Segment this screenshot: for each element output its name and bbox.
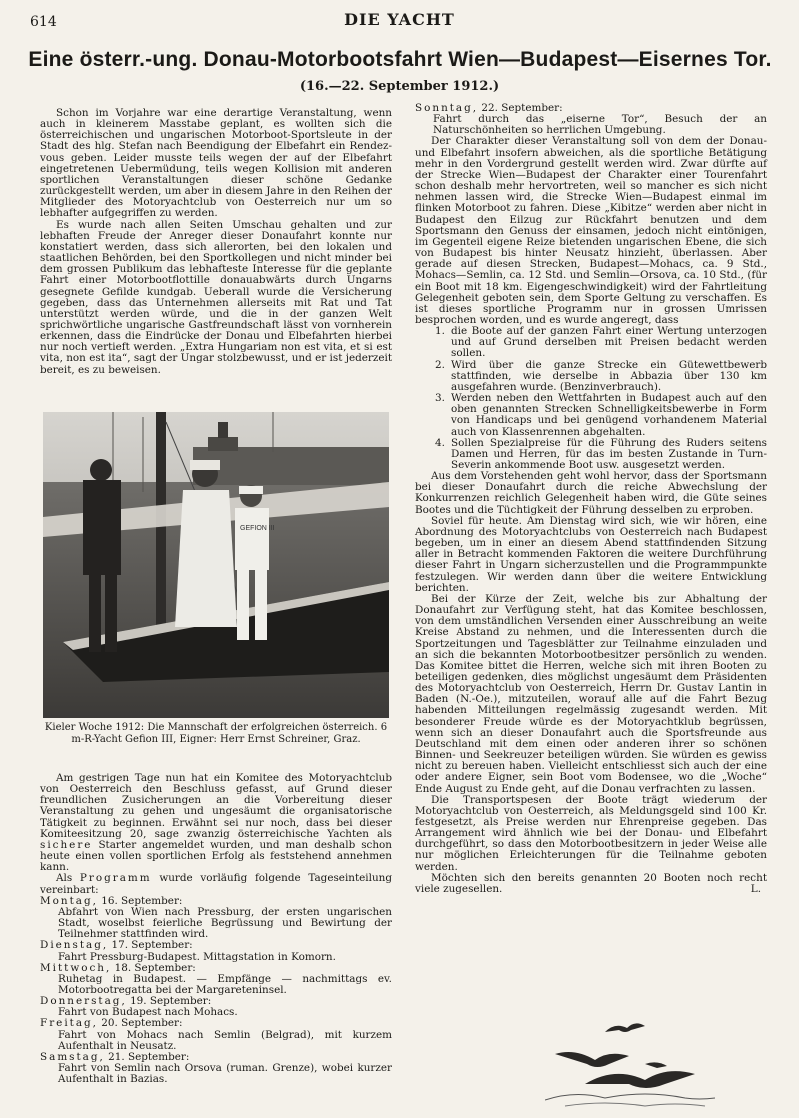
numbered-list <box>415 326 767 471</box>
paragraph: Der Charakter dieser Veranstaltung soll von dem der Donau- und Elbefahrt insofern abweichen, als die sportliche Betätigung mehr in den Vordergrund gestellt werden wird. Zwar dürfte auf der Strecke Wien—Budapest der Charakter einer Tourenfahrt schon deshalb mehr hervortreten, weil so mancher es sich nicht nehmen lassen wird, die Strecke Wien—Budapest einmal im flinken Motorboot zu fahren. Diese „Kibitze“ werden aber nicht in Budapest den Eilzug zur Rückfahrt benutzen und dem Sportsmann den Genuss der einsamen, jedoch nicht eintönigen, im Gegenteil eigene Reize bietenden ungarischen Ebene, die sich von Budapest bis hinter Neusatz hinzieht, überlassen. Aber gerade auf diesen Strecken, Budapest—Mohacs, ca. 9 Std., Mohacs—Semlin, ca. 12 Std. und Semlin—Orsova, ca. 10 Std., (für ein Boot mit 18 km. Eigengeschwindigkeit) wird der Fahrtleitung Gelegenheit geboten sein, dem Sporte Geltung zu verschaffen. Es ist dieses sportliche Programm nur in grossen Umrissen besprochen worden, und es wurde angeregt, dass <box>415 135 767 326</box>
sweater-lettering: GEFION III <box>240 525 275 532</box>
list-item: 4. Sollen Spezialpreise für die Führung des Ruders seitens Damen und Herren, für das im besten Zustande in Turn-Severin ankommende Boot usw. ausgesetzt werden. <box>435 436 767 471</box>
journal-title: DIE YACHT <box>344 10 455 29</box>
text-segment: wurde vorläufig folgende Tageseinteilung vereinbart: <box>40 872 392 896</box>
photo-yacht-crew <box>43 412 389 718</box>
list-item: 1. die Boote auf der ganzen Fahrt einer Wertung unterzogen und auf Grund derselben mit Preisen bedacht werden sollen. <box>435 325 767 360</box>
page-number: 614 <box>30 14 57 30</box>
article-title: Eine österr.-ung. Donau-Motorbootsfahrt Wien—Budapest—Eisernes Tor. <box>28 48 772 71</box>
paragraph <box>40 873 392 895</box>
schedule-desc: Fahrt von Semlin nach Orsova (ruman. Grenze), wobei kurzer Aufenthalt in Bazias. <box>58 1062 392 1086</box>
article-dates: (16.—22. September 1912.) <box>299 79 500 94</box>
schedule-desc: Abfahrt von Wien nach Pressburg, der ersten ungarischen Stadt, woselbst feierliche Begrüssung und Bewirtung der Teilnehmer stattfinden wird. <box>58 905 392 941</box>
left-column-bottom <box>40 773 392 1085</box>
signature: L. <box>750 882 761 895</box>
paragraph: Aus dem Vorstehenden geht wohl hervor, dass der Sportsmann bei dieser Donaufahrt durch die reiche Abwechslung der Konkurrenzen reichlich Gelegenheit haben wird, die Güte seines Bootes und die Tüchtigkeit der Führung desselben zu erproben. <box>415 470 767 516</box>
left-column-top <box>40 108 392 376</box>
right-column <box>415 103 767 895</box>
schedule-day: Mittwoch, 18. September: <box>40 961 196 974</box>
paragraph: Möchten sich den bereits genannten 20 Booten noch recht viele zugesellen. L. <box>415 871 767 895</box>
paragraph <box>40 773 392 873</box>
schedule-day: Sonntag, 22. September: <box>415 102 563 114</box>
schedule-desc: Fahrt Pressburg-Budapest. Mittagstation in Komorn. <box>58 950 336 963</box>
paragraph: Schon im Vorjahre war eine derartige Veranstaltung, wenn auch in kleinerem Masstabe geplant, es wollten sich die österreichischen und ungarischen Motorboot-Sportsleute in der Stadt des hlg. Stefan nach Beendigung der Elbefahrt ein Rendez-vous geben. Leider musste teils wegen der auf der Elbefahrt eingetretenen Uebermüdung, teils wegen Kollision mit anderen sportlichen Veranstaltungen dieser schöne Gedanke zurückgestellt werden, um aber in diesem Jahre in den Reihen der Mitglieder des Motoryachtclub von Oesterreich nur um so lebhafter aufgegriffen zu werden. <box>40 107 392 220</box>
text-segment: Starter angemeldet wurden, und man deshalb schon heute einen vollen sportlichen Erfolg als feststehend annehmen kann. <box>40 838 392 874</box>
paragraph: Soviel für heute. Am Dienstag wird sich, wie wir hören, eine Abordnung des Motoryachtclubs von Oesterreich nach Budapest begeben, um in einer an diesem Abend stattfindenden Sitzung aller in Betracht kommenden Faktoren die weitere Durchführung dieser Fahrt in Ungarn sicherzustellen und die Programmpunkte festzulegen. Wir werden dann über die weitere Entwicklung berichten. <box>415 514 767 594</box>
paragraph: Die Transportspesen der Boote trägt wiederum der Motoryachtclub von Oesterreich, als Meldungsgeld sind 100 Kr. festgesetzt, als Preise werden nur Ehrenpreise gegeben. Das Arrangement wird ähnlich wie bei der Donau- und Elbefahrt durchgeführt, so dass den Motorbootbesitzern in jeder Weise alle nur möglichen Erleichterungen für die Teilnahme geboten werden. <box>415 793 767 873</box>
schedule-day: Donnerstag, 19. September: <box>40 995 212 1008</box>
seagulls-vignette <box>545 1012 715 1110</box>
paragraph: Es wurde nach allen Seiten Umschau gehalten und zur lebhaften Freude der Anreger dieser Donaufahrt konnte nur konstatiert werden, dass sich allerorten, bei den lokalen und staatlichen Behörden, bei den Sportkollegen und nicht minder bei dem grossen Publikum das lebhafteste Interesse für die geplante Fahrt einer Motorbootflottille donauabwärts durch Ungarns gesegnete Gefilde kundgab. Ueberall wurde die Versicherung gegeben, dass das Unternehmen allerseits mit Rat und Tat unterstützt werden würde, und die in der ganzen Welt sprichwörtliche ungarische Gastfreundschaft lässt von vornherein erkennen, dass die Eindrücke der Donau und Elbefahrten hierbei nur noch vertieft werden. „Extra Hungariam non est vita, et si est vita, non est ita“, sagt der Ungar stolzbewusst, und er ist jederzeit bereit, es zu beweisen. <box>40 218 392 376</box>
schedule-desc: Fahrt durch das „eiserne Tor“, Besuch der an Naturschönheiten so herrlichen Umgebung. <box>433 113 767 137</box>
schedule-day: Dienstag, 17. September: <box>40 939 193 952</box>
text-segment-spaced: Programm <box>79 872 152 885</box>
schedule-day: Freitag, 20. September: <box>40 1017 183 1030</box>
list-item: 2. Wird über die ganze Strecke ein Gütewettbewerb stattfinden, wie derselbe in Abbazia über 130 km ausgefahren wurde. (Benzinverbrauch). <box>435 358 767 393</box>
text-segment-spaced: sichere <box>40 838 93 851</box>
list-item: 3. Werden neben den Wettfahrten in Budapest auch auf den oben genannten Strecken Schnelligkeitsbewerbe in Form von Handicaps und bei genügend vorhandenem Material auch von Klassenrennen abgehalten. <box>435 392 767 438</box>
paragraph: Bei der Kürze der Zeit, welche bis zur Abhaltung der Donaufahrt zur Verfügung steht, hat das Komitee beschlossen, von dem umständlichen Versenden einer Ausschreibung an weite Kreise Abstand zu nehmen, und die Interessenten durch die Sportzeitungen und Tagesblätter zur Teilnahme einzuladen und an sich die bekannten Motorbootbesitzer persönlich zu wenden. Das Komitee bittet die Herren, welche sich mit ihren Booten zu beteiligen gedenken, dies möglichst ungesäumt dem Präsidenten des Motoryachtclub von Oesterreich, Herrn Dr. Gustav Lantin in Baden (N.-Oe.), mitzuteilen, worauf alle auf die Fahrt Bezug habenden Mitteilungen regelmässig zugesandt werden. Mit besonderer Freude würde es der Motoryachtklub begrüssen, wenn sich an dieser Donaufahrt auch die Sportsfreunde aus Deutschland mit dem einen oder anderen ihrer so schönen Binnen- und Seekreuzer beteiligen würden. Sie würden es gewiss nicht zu bereuen haben. Vielleicht entschliesst sich auch der eine oder andere Eigner, sein Boot vom Bodensee, wo die „Woche“ Ende August zu Ende geht, auf die Donau verfrachten zu lassen. <box>415 592 767 795</box>
schedule-day: Montag, 16. September: <box>40 894 183 907</box>
schedule-desc: Fahrt von Mohacs nach Semlin (Belgrad), mit kurzem Aufenthalt in Neusatz. <box>58 1028 392 1052</box>
schedule-desc: Fahrt von Budapest nach Mohacs. <box>58 1006 238 1019</box>
schedule-day: Samstag, 21. September: <box>40 1050 190 1063</box>
photo-caption: Kieler Woche 1912: Die Mannschaft der erfolgreichen österreich. 6 m-R-Yacht Gefion III, Eigner: Herr Ernst Schreiner, Graz. <box>44 722 388 745</box>
text-segment: Am gestrigen Tage nun hat ein Komitee des Motoryachtclub von Oesterreich den Beschluss gefasst, auf Grund dieser freundlichen Zusicherungen an die Vorbereitung dieser Veranstaltung zu gehen und ungesäumt die organisatorische Tätigkeit zu beginnen. Erwähnt sei nur noch, dass bei dieser Komiteesitzung 20, sage zwanzig österreichische Yachten als <box>40 772 392 840</box>
schedule-desc: Ruhetag in Budapest. — Empfänge — nachmittags ev. Motorbootregatta bei der Margareteninsel. <box>58 972 392 996</box>
text-segment: Als <box>56 872 73 885</box>
